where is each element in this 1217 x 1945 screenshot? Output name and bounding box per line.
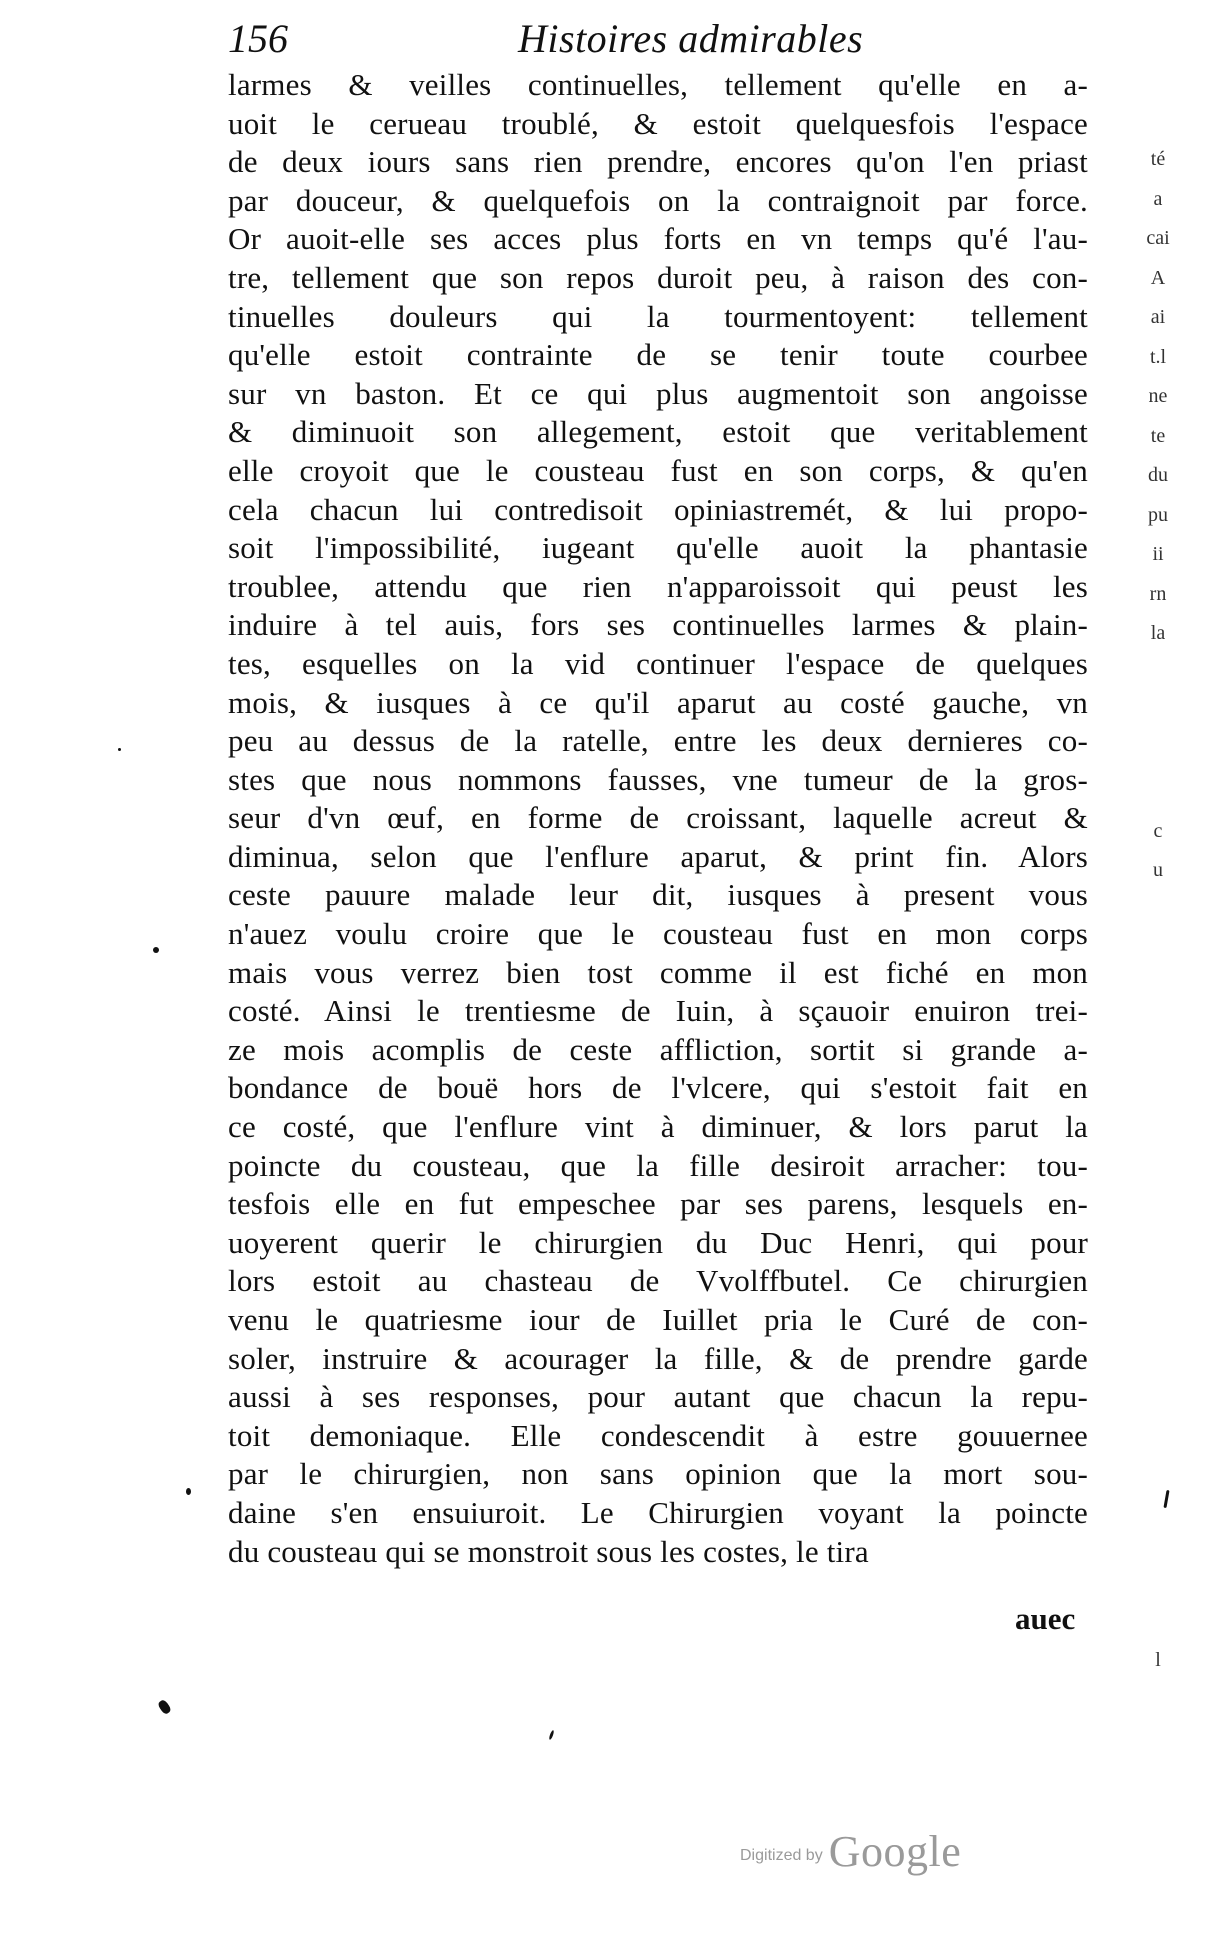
margin-fragment: te [1150, 424, 1166, 447]
text-line: stes que nous nommons fausses, vne tumeur de la gros- [228, 761, 1088, 797]
margin-fragment: rn [1149, 582, 1167, 605]
margin-fragment [1138, 1483, 1178, 1523]
text-line: sur vn baston. Et ce qui plus augmentoit son angoisse [228, 375, 1088, 411]
text-line: peu au dessus de la ratelle, entre les deux dernieres co- [228, 723, 1088, 759]
text-line: ze mois acomplis de ceste affliction, sortit si grande a- [228, 1031, 1088, 1067]
margin-fragment [1138, 1365, 1178, 1405]
running-title: Histoires admirables [518, 16, 864, 61]
margin-fragment: la [1150, 622, 1166, 644]
ink-speck [157, 1699, 172, 1716]
text-line: bondance de bouë hors de l'vlcere, qui s'estoit fait en [228, 1070, 1088, 1106]
watermark-prefix: Digitized by [740, 1847, 823, 1864]
adjacent-page-margin [1138, 140, 1178, 1681]
margin-fragment: ne [1148, 385, 1168, 407]
text-line: troublee, attendu que rien n'apparoissoit qui peust les [228, 568, 1088, 604]
ink-speck [153, 947, 159, 953]
ink-speck [186, 1488, 191, 1495]
text-line: tesfois elle en fut empeschee par ses parens, lesquels en- [228, 1186, 1088, 1222]
margin-fragment [1138, 1167, 1178, 1207]
text-line: induire à tel auis, fors ses continuelles larmes & plain- [228, 607, 1088, 643]
text-line: uoyerent querir le chirurgien du Duc Henri, qui pour [228, 1224, 1088, 1260]
margin-fragment [1138, 1444, 1178, 1484]
margin-fragment [1138, 1286, 1178, 1326]
margin-fragment [1138, 1088, 1178, 1128]
margin-fragment: t.l [1149, 345, 1167, 368]
catchword: auec [1015, 1601, 1076, 1636]
text-line: uoit le cerueau troublé, & estoit quelquesfois l'espace [228, 105, 1088, 141]
margin-fragment [1138, 1128, 1178, 1168]
text-line: diminua, selon que l'enflure aparut, & print fin. Alors [228, 838, 1088, 874]
text-line: de deux iours sans rien prendre, encores qu'on l'en priast [228, 144, 1088, 180]
text-line: Or auoit-elle ses acces plus forts en vn temps qu'é l'au- [228, 221, 1088, 257]
text-line: soit l'impossibilité, iugeant qu'elle auoit la phantasie [228, 530, 1088, 566]
margin-fragment [1138, 654, 1178, 694]
margin-fragment [1138, 772, 1178, 812]
margin-fragment: cai [1146, 227, 1170, 249]
text-line: n'auez voulu croire que le cousteau fust en mon corps [228, 916, 1088, 952]
margin-fragment [1138, 1246, 1178, 1286]
text-line: cela chacun lui contredisoit opiniastremét, & lui propo- [228, 491, 1088, 527]
text-line: tre, tellement que son repos duroit peu, à raison des con- [228, 259, 1088, 295]
text-line: tes, esquelles on la vid continuer l'espace de quelques [228, 645, 1088, 681]
margin-fragment [1138, 733, 1178, 773]
margin-fragment [1138, 1207, 1178, 1247]
margin-fragment [1138, 1009, 1178, 1049]
digitization-watermark [740, 1826, 961, 1876]
margin-fragment [1138, 1049, 1178, 1089]
margin-fragment: a [1153, 187, 1163, 210]
margin-fragment [1138, 891, 1178, 931]
margin-fragment: u [1153, 859, 1163, 881]
text-line: mois, & iusques à ce qu'il aparut au costé gauche, vn [228, 684, 1088, 720]
body-text [228, 66, 1088, 1571]
margin-fragment: té [1150, 148, 1166, 170]
text-line: aussi à ses responses, pour autant que chacun la repu- [228, 1379, 1088, 1415]
ink-speck [118, 748, 121, 751]
text-line: venu le quatriesme iour de Iuillet pria le Curé de con- [228, 1302, 1088, 1337]
text-line: tinuelles douleurs qui la tourmentoyent: tellement [228, 298, 1088, 334]
text-line: mais vous verrez bien tost comme il est fiché en mon [228, 954, 1088, 990]
margin-fragment: ai [1150, 306, 1166, 328]
margin-fragment [1138, 1562, 1178, 1602]
page-number: 156 [228, 16, 288, 61]
margin-fragment [1138, 1602, 1178, 1642]
margin-fragment [1138, 1404, 1178, 1444]
text-line: costé. Ainsi le trentiesme de Iuin, à sçauoir enuiron trei- [228, 993, 1088, 1029]
text-line: elle croyoit que le cousteau fust en son corps, & qu'en [228, 452, 1088, 488]
text-line: ce costé, que l'enflure vint à diminuer, & lors parut la [228, 1109, 1088, 1145]
text-line: daine s'en ensuiuroit. Le Chirurgien voyant la poincte [228, 1494, 1088, 1530]
margin-fragment [1138, 693, 1178, 733]
margin-fragment: c [1153, 819, 1163, 842]
text-line: larmes & veilles continuelles, tellement qu'elle en a- [228, 67, 1088, 102]
margin-fragment: du [1148, 464, 1168, 486]
watermark-brand-logo: Google [828, 1827, 962, 1876]
text-line: qu'elle estoit contrainte de se tenir toute courbee [228, 337, 1088, 373]
text-line: ceste pauure malade leur dit, iusques à present vous [228, 877, 1088, 913]
margin-fragment: A [1150, 266, 1166, 289]
margin-fragment [1138, 930, 1178, 970]
margin-fragment: pu [1148, 503, 1168, 526]
text-line: seur d'vn œuf, en forme de croissant, laquelle acreut & [228, 800, 1088, 836]
margin-fragment [1138, 1523, 1178, 1563]
text-line: toit demoniaque. Elle condescendit à estre gouuernee [228, 1417, 1088, 1453]
ink-speck [548, 1730, 554, 1740]
text-line: poincte du cousteau, que la fille desiroit arracher: tou- [228, 1147, 1088, 1183]
text-line: soler, instruire & acourager la fille, & de prendre garde [228, 1340, 1088, 1376]
text-line: par le chirurgien, non sans opinion que la mort sou- [228, 1456, 1088, 1492]
text-line: lors estoit au chasteau de Vvolffbutel. Ce chirurgien [228, 1263, 1088, 1299]
text-line: & diminuoit son allegement, estoit que veritablement [228, 414, 1088, 450]
page-header [228, 14, 1088, 64]
margin-fragment: l [1155, 1649, 1161, 1671]
margin-fragment [1138, 1325, 1178, 1365]
margin-fragment: ii [1152, 543, 1164, 565]
margin-fragment [1138, 970, 1178, 1010]
text-line: par douceur, & quelquefois on la contraignoit par force. [228, 182, 1088, 218]
text-line: du cousteau qui se monstroit sous les costes, le tira [228, 1533, 869, 1569]
